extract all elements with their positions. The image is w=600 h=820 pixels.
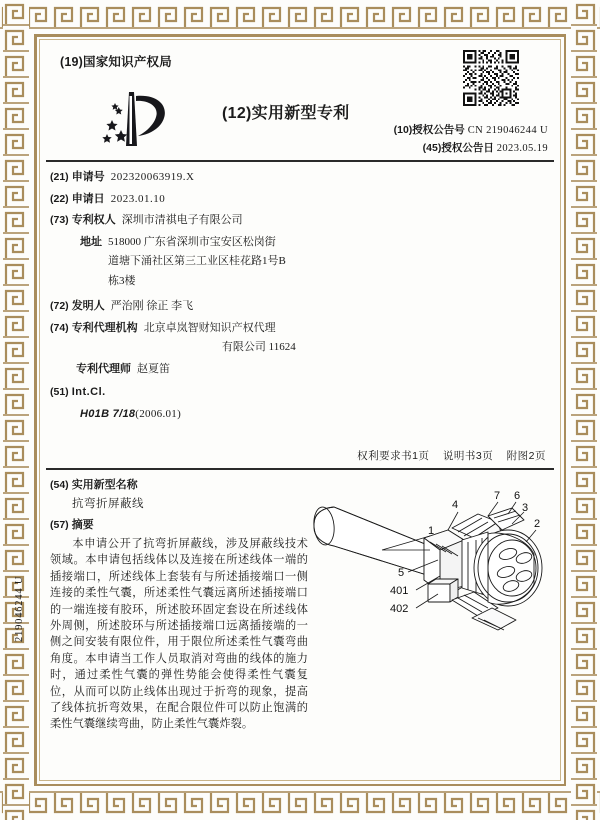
border-meander-right	[571, 0, 597, 820]
frame-line-left	[34, 34, 37, 786]
application-date-row	[50, 190, 400, 210]
border-meander-bottom	[0, 791, 600, 817]
utility-model-name-code: (54)	[50, 479, 69, 491]
patentee-code: (73)	[50, 214, 69, 226]
ref-numeral-7: 7	[494, 490, 501, 502]
page-count-drawings: 附图2页	[506, 450, 546, 462]
page-count-claims: 权利要求书1页	[357, 450, 430, 462]
page-content	[14, 44, 556, 776]
invention-title: 抗弯折屏蔽线	[72, 498, 144, 510]
application-date-label: 申请日	[71, 192, 105, 205]
agency-name: 北京卓岚智财知识产权代理	[143, 321, 276, 334]
border-meander-top	[0, 3, 600, 29]
header-divider	[46, 160, 554, 162]
patentee-value: 深圳市清祺电子有限公司	[121, 214, 243, 226]
patentee-address-row	[50, 233, 400, 292]
ref-numeral-4: 4	[452, 499, 459, 511]
inventor-row	[50, 297, 400, 317]
ipc-label: Int.Cl.	[71, 386, 106, 398]
abstract-divider	[46, 468, 554, 470]
agency-label: 专利代理机构	[71, 321, 138, 334]
frame-line-bottom	[34, 784, 566, 787]
agency-name-continued: 有限公司 11624	[221, 341, 296, 353]
application-number-label: 申请号	[71, 171, 105, 183]
agency-value	[144, 319, 400, 358]
frame-line-right	[564, 34, 567, 786]
border-meander-left	[3, 0, 29, 820]
address-line-3: 栋3楼	[108, 274, 136, 287]
bibliographic-data	[50, 168, 400, 424]
agent-row	[50, 360, 400, 380]
inventor-label: 发明人	[71, 300, 105, 312]
ref-numeral-2: 2	[534, 518, 541, 530]
application-number-value: 202320063919.X	[110, 171, 195, 183]
ref-numeral-401: 401	[390, 585, 409, 597]
page-count-line	[347, 448, 546, 463]
publication-date-row	[423, 140, 548, 155]
publication-number-label: (10)	[393, 124, 413, 136]
utility-model-name-label: 实用新型名称	[71, 479, 138, 491]
ipc-classification	[50, 405, 400, 425]
frame-line-inner-left	[39, 39, 40, 781]
application-number-code: (21)	[50, 171, 69, 183]
abstract-code: (57)	[50, 519, 69, 531]
side-publication-id: 219046244 U	[14, 575, 25, 642]
ipc-row	[50, 383, 400, 403]
publication-date-value: 2023.05.19	[496, 143, 548, 154]
title-and-abstract	[50, 476, 308, 733]
patent-type-title: (12)实用新型专利	[222, 105, 350, 122]
publication-number-row	[394, 122, 548, 137]
publication-number-value: CN 219046244 U	[467, 125, 548, 136]
abstract-text: 本申请公开了抗弯折屏蔽线，涉及屏蔽线技术领域。本申请包括线体以及连接在所述线体一端的插接端口，所述线体上套装有与所述插接端口一侧连接的柔性气囊，所述柔性气囊远离所述插接端口的一端连接有胶环，所述胶环固定套设在所述线体外周侧，所述胶环与所述插接端口远离插接端的一侧之间安装有限位件，用于限位所述柔性气囊弯曲角度。本申请当工作人员取消对弯曲的线体的施力时，通过柔性气囊的弹性势能会使得柔性气囊复位，从而可以防止线体出现过于折弯的现象，提高了线体抗折弯效果，在配合限位件可以防止饱满的柔性气囊继续弯曲，防止柔性气囊炸裂。	[50, 538, 308, 731]
frame-line-inner-right	[560, 39, 561, 781]
address-line-1: 518000 广东省深圳市宝安区松岗街	[108, 235, 276, 248]
publication-number-label-text: 授权公告号	[412, 124, 465, 136]
agency-code: (74)	[50, 321, 69, 334]
ipc-class-value: H01B 7/18	[80, 407, 136, 420]
frame-line-inner-bottom	[39, 780, 561, 781]
application-number-row	[50, 168, 400, 188]
patentee-row	[50, 211, 400, 231]
patent-figure	[312, 480, 556, 680]
ipc-class-year: (2006.01)	[135, 407, 182, 420]
ref-numeral-6: 6	[514, 490, 521, 502]
ref-numeral-402: 402	[390, 603, 409, 615]
ref-numeral-1: 1	[428, 525, 435, 537]
inventor-value: 严治刚 徐正 李飞	[110, 300, 194, 312]
issuing-office-title: (19)国家知识产权局	[60, 55, 172, 69]
address-value	[108, 233, 400, 292]
ref-numeral-3: 3	[522, 502, 529, 514]
frame-line-top	[34, 34, 566, 37]
cnipa-logo	[88, 86, 176, 152]
inventor-code: (72)	[50, 300, 69, 312]
application-date-value: 2023.01.10	[110, 192, 166, 205]
frame-line-inner-top	[39, 39, 561, 40]
utility-model-name-heading	[50, 476, 308, 492]
application-date-code: (22)	[50, 192, 69, 205]
abstract-label: 摘要	[71, 519, 94, 531]
patentee-label: 专利权人	[71, 214, 116, 226]
address-line-2: 道塘下涌社区第三工业区桂花路1号B	[108, 255, 286, 267]
publication-date-code: (45)	[422, 142, 442, 154]
page-count-description: 说明书3页	[442, 450, 494, 462]
ref-numeral-5: 5	[398, 567, 405, 579]
publication-date-label: 授权公告日	[441, 142, 494, 154]
agent-value: 赵夏笛	[137, 362, 170, 375]
ipc-code: (51)	[50, 386, 69, 398]
address-label: 地址	[80, 235, 102, 248]
qr-code	[463, 50, 519, 106]
agency-row	[50, 319, 400, 358]
agent-label: 专利代理师	[76, 362, 131, 375]
abstract-heading	[50, 516, 308, 532]
